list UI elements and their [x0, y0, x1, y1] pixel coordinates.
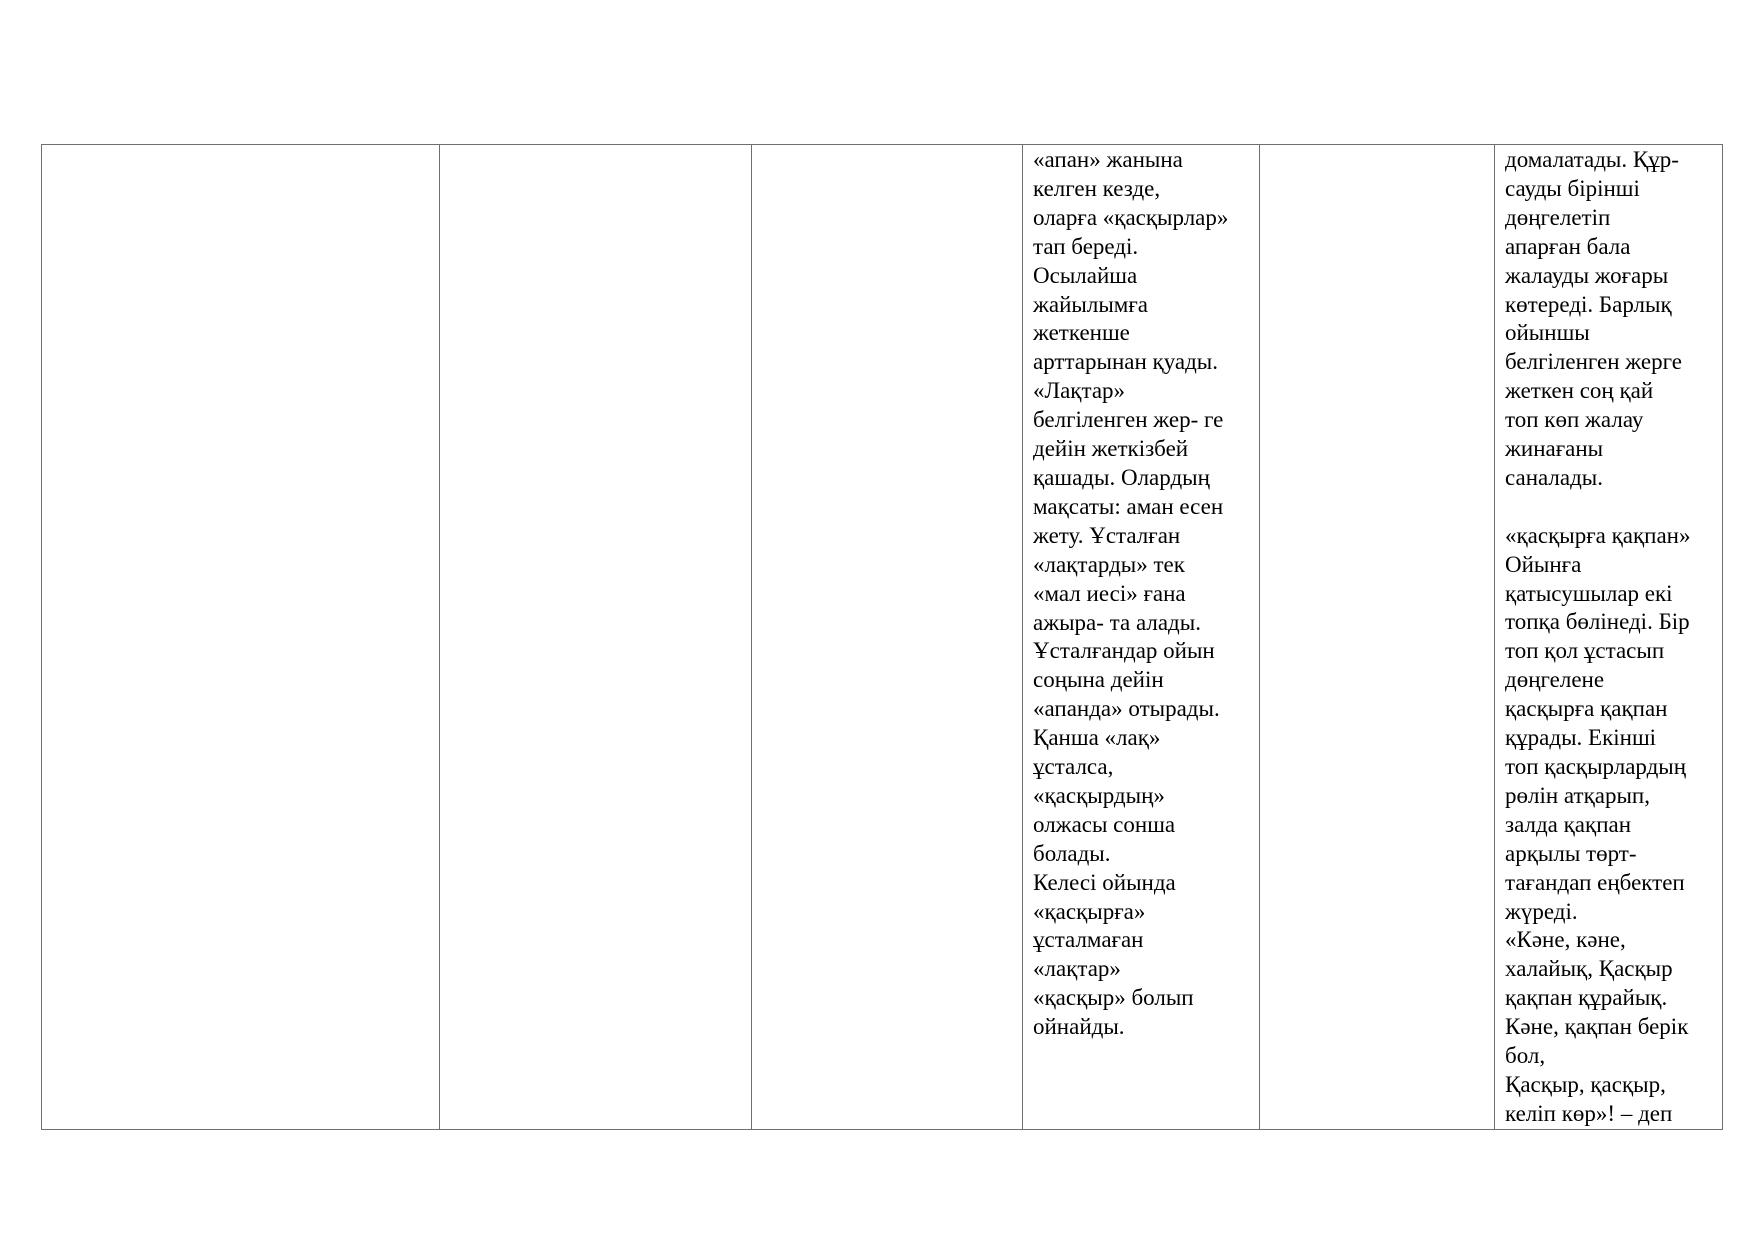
text-line: «лақтарды» тек: [1033, 551, 1185, 577]
text-line: саналады.: [1505, 464, 1604, 490]
table-cell-col-3: [752, 145, 1023, 1130]
table-cell-col-5: [1260, 145, 1495, 1130]
text-line: «Лақтар»: [1033, 378, 1126, 404]
table-cell-col-2: [440, 145, 752, 1130]
text-line: жайылымға: [1033, 291, 1148, 317]
text-line: қақпан құрайық.: [1505, 985, 1668, 1011]
text-line: сауды бірінші: [1505, 175, 1640, 201]
text-line: арттарынан қуады.: [1033, 349, 1219, 375]
text-line: жеткен соң қай: [1505, 378, 1654, 404]
text-line: топ қасқырлардың: [1505, 754, 1687, 780]
text-line: топ көп жалау: [1505, 407, 1644, 433]
text-line: жинағаны: [1505, 436, 1604, 462]
text-line: қасқырға қақпан: [1505, 696, 1668, 722]
text-line: «мал иесі» ғана: [1033, 580, 1186, 606]
text-line: тағандап еңбектеп: [1505, 869, 1685, 895]
text-line: «қасқыр» болып: [1033, 985, 1194, 1011]
text-line: Ұсталғандар ойын: [1033, 638, 1215, 664]
text-line: дөңгелетіп: [1505, 204, 1611, 230]
text-line: [1505, 493, 1716, 522]
cell-text-col-4: [1023, 145, 1259, 1042]
text-line: «апанда» отырады.: [1033, 696, 1220, 722]
text-line: мақсаты: аман есен: [1033, 493, 1224, 519]
text-line: жету. Ұсталған: [1033, 522, 1181, 548]
text-line: Кәне, қақпан берік: [1505, 1014, 1689, 1040]
text-line: халайық, Қасқыр: [1505, 956, 1673, 982]
text-line: арқылы төрт-: [1505, 840, 1637, 866]
text-line: келген кезде,: [1033, 175, 1161, 201]
text-line: рөлін атқарып,: [1505, 782, 1650, 808]
text-line: олжасы сонша: [1033, 811, 1176, 837]
text-line: «қасқырдың»: [1033, 782, 1165, 808]
text-line: оларға «қасқырлар»: [1033, 204, 1229, 230]
text-line: болады.: [1033, 840, 1111, 866]
table-cell-col-4: [1023, 145, 1260, 1130]
text-line: ұсталса,: [1033, 754, 1114, 780]
text-line: «Кәне, кәне,: [1505, 927, 1626, 953]
text-line: бол,: [1505, 1043, 1546, 1069]
text-line: домалатады. Құр-: [1505, 147, 1679, 172]
text-line: ұсталмаған: [1033, 927, 1144, 953]
text-line: белгіленген жер- ге: [1033, 407, 1224, 433]
table-cell-col-6: [1495, 145, 1723, 1130]
text-line: соңына дейін: [1033, 667, 1164, 693]
table-cell-col-1: [42, 145, 440, 1130]
text-line: топқа бөлінеді. Бір: [1505, 609, 1690, 635]
text-line: қашады. Олардың: [1033, 464, 1210, 490]
text-line: құрады. Екінші: [1505, 725, 1657, 751]
text-line: апарған бала: [1505, 233, 1631, 259]
text-line: ажыра- та алады.: [1033, 609, 1201, 635]
game-description-table: [41, 144, 1723, 1130]
text-line: топ қол ұстасып: [1505, 638, 1665, 664]
text-line: көтереді. Барлық: [1505, 291, 1672, 317]
text-line: ойнайды.: [1033, 1014, 1125, 1040]
text-line: белгіленген жерге: [1505, 349, 1682, 375]
table-row: [42, 145, 1723, 1130]
text-line: Осылайша: [1033, 262, 1138, 288]
text-line: Келесі ойында: [1033, 869, 1176, 895]
text-line: жалауды жоғары: [1505, 262, 1669, 288]
cell-text-col-3: [752, 145, 1022, 146]
text-line: дөңгелене: [1505, 667, 1605, 693]
text-line: Қанша «лақ»: [1033, 725, 1161, 751]
cell-text-col-1: [42, 145, 439, 146]
text-line: «апан» жанына: [1033, 147, 1183, 172]
cell-text-col-2: [440, 145, 751, 146]
text-line: залда қақпан: [1505, 811, 1632, 837]
text-line: қатысушылар екі: [1505, 580, 1673, 606]
cell-text-col-5: [1260, 145, 1494, 146]
text-line: ойыншы: [1505, 320, 1590, 346]
text-line: «қасқырға қақпан»: [1505, 522, 1691, 548]
cell-text-col-6: [1495, 145, 1722, 1129]
text-line: дейін жеткізбей: [1033, 436, 1189, 462]
text-line: тап береді.: [1033, 233, 1139, 259]
text-line: Қасқыр, қасқыр,: [1505, 1071, 1666, 1097]
text-line: жеткенше: [1033, 320, 1130, 346]
text-line: жүреді.: [1505, 898, 1578, 924]
text-line: келіп көр»! – деп: [1505, 1100, 1673, 1126]
text-line: «лақтар»: [1033, 956, 1121, 982]
text-line: Ойынға: [1505, 551, 1582, 577]
text-line: «қасқырға»: [1033, 898, 1146, 924]
